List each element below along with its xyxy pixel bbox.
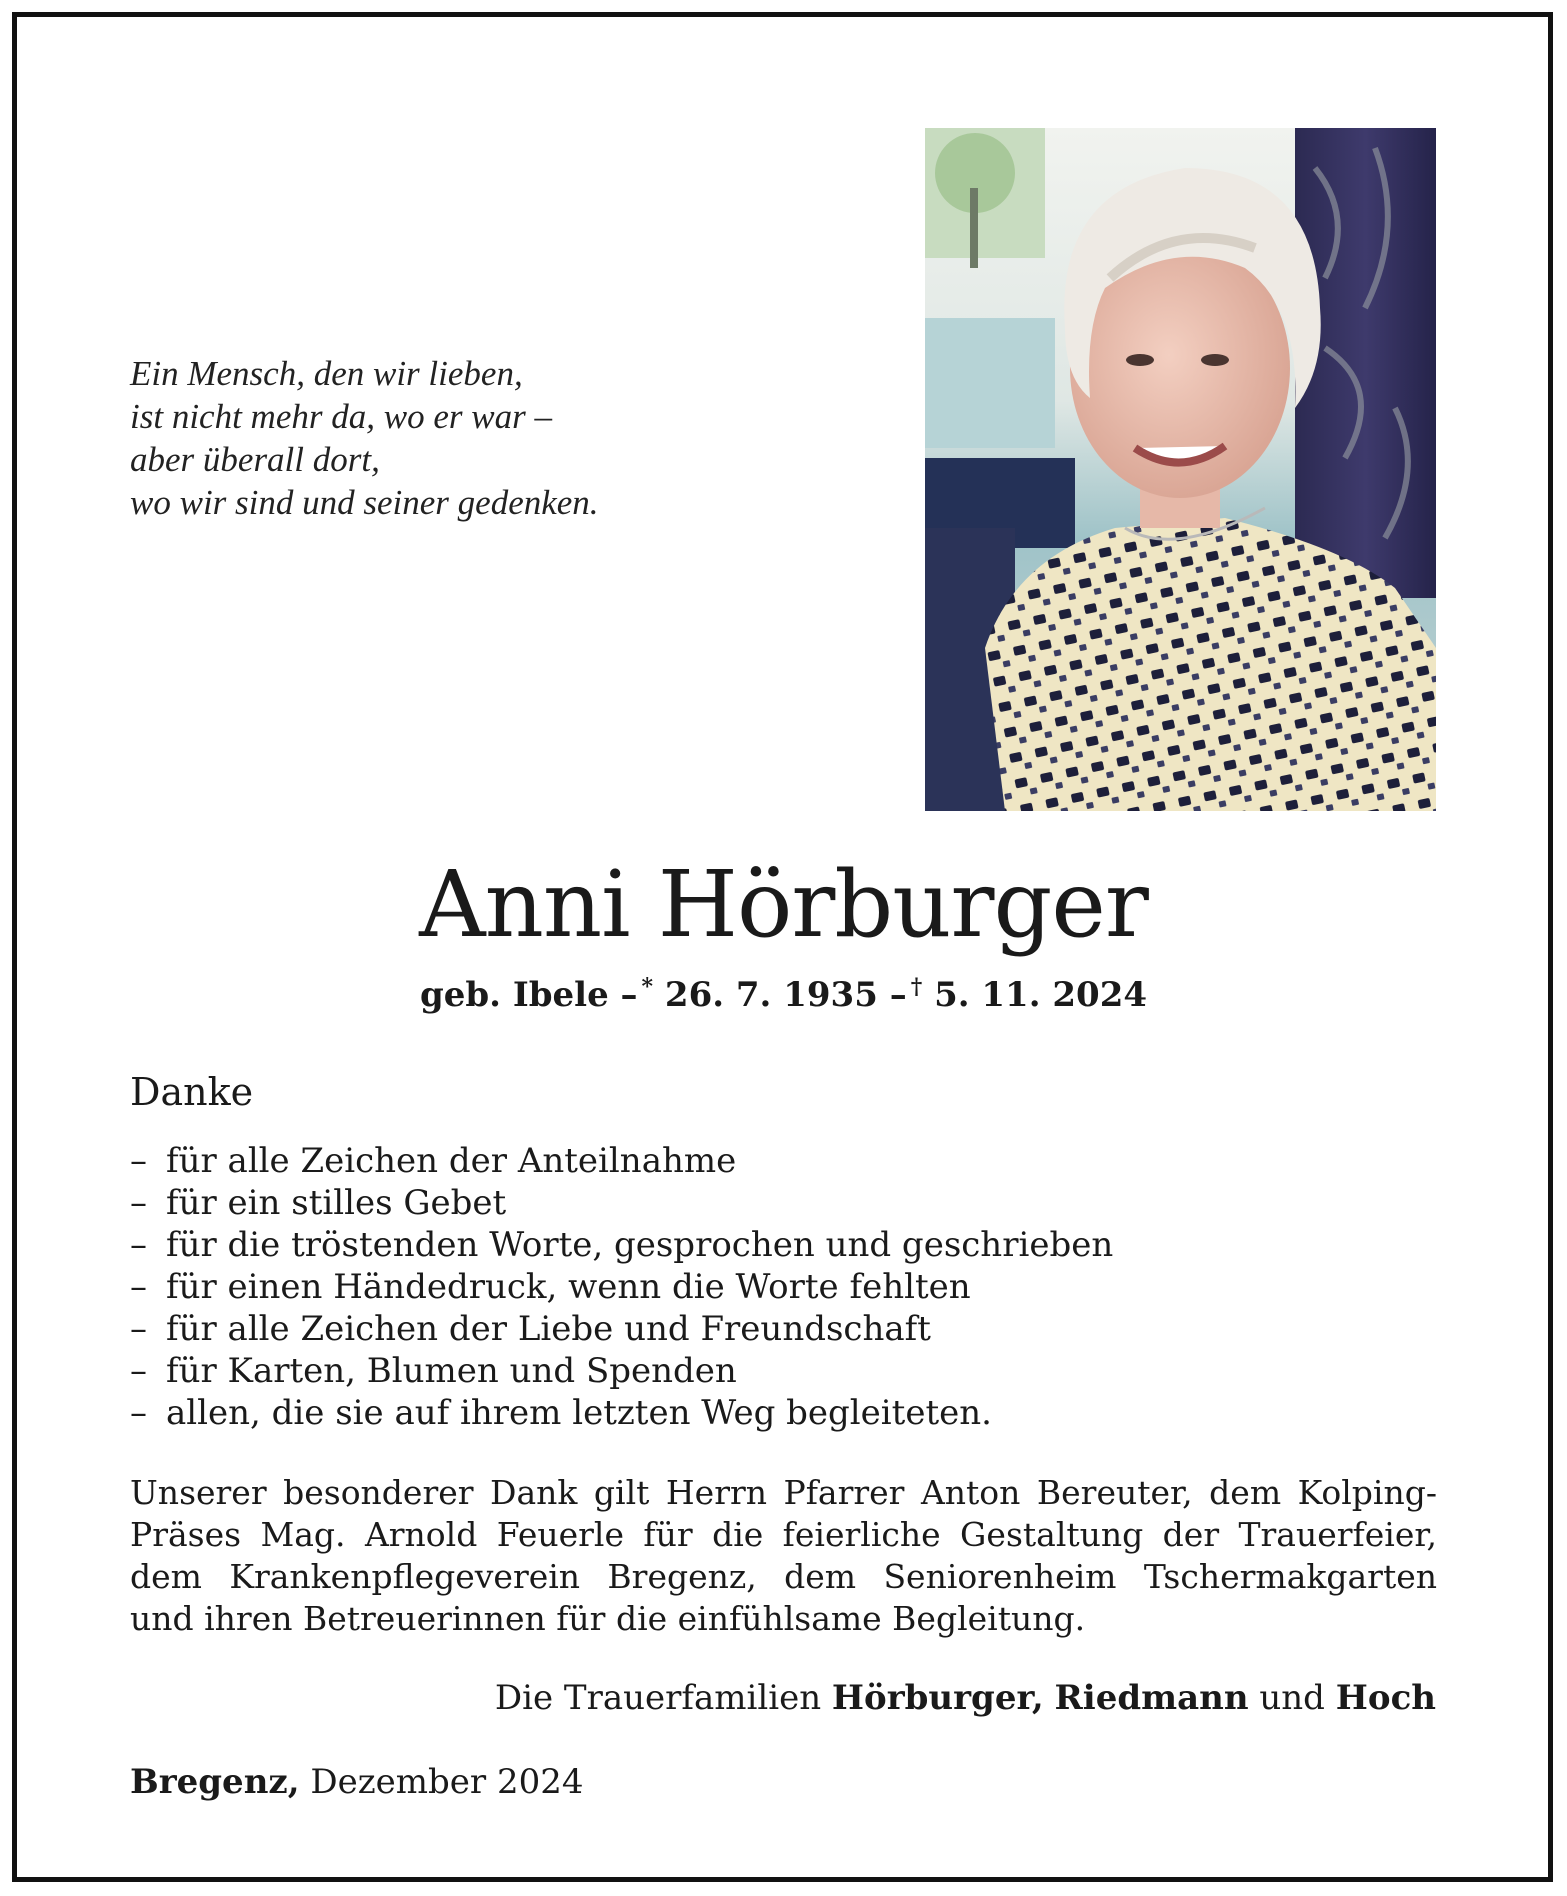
death-symbol: † bbox=[910, 974, 923, 1000]
list-item bbox=[130, 1266, 1430, 1308]
quote-line: Ein Mensch, den wir lieben, bbox=[130, 354, 523, 393]
portrait-photo bbox=[925, 128, 1436, 811]
birth-name: geb. Ibele bbox=[419, 975, 609, 1015]
thanks-list bbox=[130, 1140, 1430, 1434]
list-item-text: für die tröstenden Worte, gesprochen und geschrieben bbox=[166, 1225, 1114, 1265]
family-name: Hoch bbox=[1335, 1678, 1436, 1718]
list-item bbox=[130, 1392, 1430, 1434]
place: Bregenz, bbox=[130, 1762, 300, 1802]
paragraph-line: Unserer besonderer Dank gilt Herrn Pfarrer Anton Bereuter, dem Kolping- bbox=[130, 1473, 1437, 1512]
date: Dezember 2024 bbox=[310, 1762, 584, 1802]
quote-line: wo wir sind und seiner gedenken. bbox=[130, 483, 599, 522]
list-item-text: für Karten, Blumen und Spenden bbox=[166, 1351, 737, 1391]
list-dash: – bbox=[130, 1183, 147, 1223]
thanks-heading: Danke bbox=[130, 1070, 254, 1114]
list-dash: – bbox=[130, 1225, 147, 1265]
life-dates bbox=[0, 974, 1567, 1015]
family-name: Hörburger, bbox=[831, 1678, 1044, 1718]
list-dash: – bbox=[130, 1393, 147, 1433]
quote-line: ist nicht mehr da, wo er war – bbox=[130, 397, 552, 436]
place-date bbox=[130, 1762, 584, 1802]
families-prefix: Die Trauerfamilien bbox=[494, 1678, 822, 1718]
list-item-text: für ein stilles Gebet bbox=[166, 1183, 507, 1223]
list-item-text: für alle Zeichen der Anteilnahme bbox=[166, 1141, 737, 1181]
date-separator: – bbox=[889, 975, 907, 1015]
death-date: 5. 11. 2024 bbox=[934, 975, 1148, 1015]
paragraph-line: und ihren Betreuerinnen für die einfühlsame Begleitung. bbox=[130, 1599, 1086, 1638]
list-item-text: für alle Zeichen der Liebe und Freundschaft bbox=[166, 1309, 931, 1349]
list-item bbox=[130, 1308, 1430, 1350]
list-item-text: für einen Händedruck, wenn die Worte fehlten bbox=[166, 1267, 971, 1307]
list-item bbox=[130, 1182, 1430, 1224]
list-dash: – bbox=[130, 1351, 147, 1391]
deceased-name: Anni Hörburger bbox=[419, 851, 1148, 958]
memorial-quote bbox=[130, 352, 830, 524]
birth-symbol: * bbox=[641, 974, 654, 1000]
list-item bbox=[130, 1140, 1430, 1182]
date-separator: – bbox=[620, 975, 638, 1015]
list-dash: – bbox=[130, 1309, 147, 1349]
list-item bbox=[130, 1224, 1430, 1266]
list-dash: – bbox=[130, 1141, 147, 1181]
paragraph-line: dem Krankenpflegeverein Bregenz, dem Seniorenheim Tschermakgarten bbox=[130, 1557, 1437, 1596]
paragraph-line: Präses Mag. Arnold Feuerle für die feierliche Gestaltung der Trauerfeier, bbox=[130, 1515, 1437, 1554]
list-item-text: allen, die sie auf ihrem letzten Weg begleiteten. bbox=[166, 1393, 992, 1433]
birth-date: 26. 7. 1935 bbox=[664, 975, 878, 1015]
quote-line: aber überall dort, bbox=[130, 440, 380, 479]
list-dash: – bbox=[130, 1267, 147, 1307]
list-item bbox=[130, 1350, 1430, 1392]
special-thanks-paragraph bbox=[130, 1472, 1437, 1640]
families-conjunction: und bbox=[1259, 1678, 1325, 1718]
portrait-photo-icon bbox=[925, 128, 1436, 811]
mourning-families bbox=[495, 1678, 1436, 1718]
family-name: Riedmann bbox=[1054, 1678, 1249, 1718]
